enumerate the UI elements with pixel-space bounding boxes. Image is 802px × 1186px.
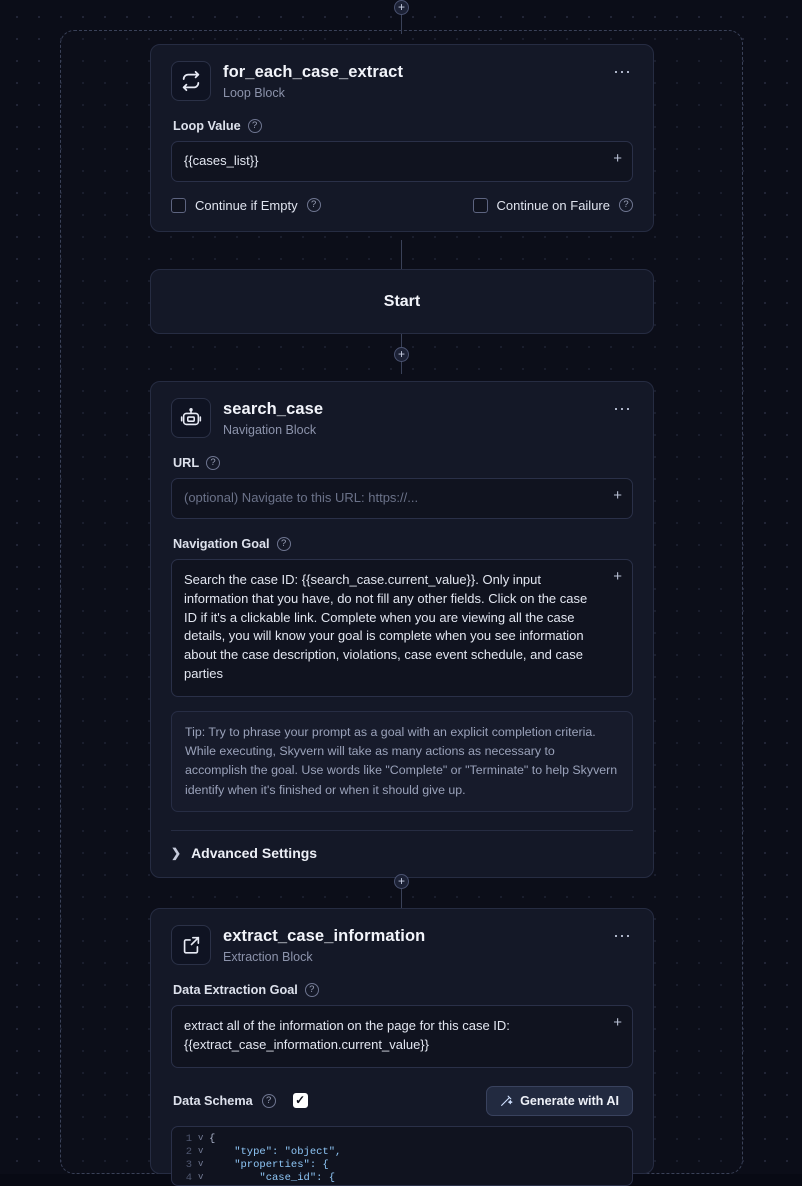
code-line xyxy=(172,1146,632,1159)
extraction-block-title: extract_case_information xyxy=(223,926,426,945)
help-icon[interactable]: ? xyxy=(206,456,220,470)
divider xyxy=(171,830,633,831)
loop-options-row xyxy=(171,198,633,213)
chevron-right-icon: ❯ xyxy=(171,845,182,860)
extraction-block-titles xyxy=(223,925,425,965)
loop-block-subtitle: Loop Block xyxy=(223,85,285,100)
continue-on-failure-option[interactable] xyxy=(473,198,633,213)
navigation-goal-text: Search the case ID: {{search_case.current_value}}. Only input information that you have, do not fill any other fields. Click on the case ID if it's a clickable link. Complete when you are viewing all the case details, you will know your goal is complete when you see information about the case description, violations, case event schedule, and case parties xyxy=(184,571,588,682)
continue-on-failure-checkbox[interactable] xyxy=(473,198,488,213)
line-number: 4 xyxy=(185,1171,192,1184)
loop-block-title: for_each_case_extract xyxy=(223,62,404,81)
line-number: 2 xyxy=(185,1145,192,1158)
code-text: "case_id": { xyxy=(209,1171,336,1184)
navigation-block-card[interactable] xyxy=(150,381,654,878)
url-placeholder-text: (optional) Navigate to this URL: https://... xyxy=(184,490,419,505)
code-line xyxy=(172,1159,632,1172)
generate-with-ai-button[interactable] xyxy=(486,1086,633,1116)
data-extraction-goal-label-row xyxy=(173,983,633,997)
code-line xyxy=(172,1133,632,1146)
navigation-block-title: search_case xyxy=(223,399,324,418)
continue-if-empty-label: Continue if Empty xyxy=(195,197,298,213)
loop-value-input[interactable] xyxy=(171,141,633,182)
code-text: "type": "object", xyxy=(209,1145,342,1158)
help-icon[interactable]: ? xyxy=(277,537,291,551)
advanced-settings-toggle[interactable] xyxy=(171,845,633,861)
navigation-block-titles xyxy=(223,398,323,438)
extraction-block-subtitle: Extraction Block xyxy=(223,949,313,964)
help-icon[interactable]: ? xyxy=(619,198,633,212)
url-label: URL xyxy=(173,456,200,470)
extraction-block-menu-icon[interactable]: ⋯ xyxy=(613,926,633,946)
fold-arrow-icon[interactable]: v xyxy=(198,1158,204,1169)
code-line xyxy=(172,1172,632,1185)
extraction-block-header xyxy=(171,925,633,965)
line-number: 3 xyxy=(185,1158,192,1171)
fold-arrow-icon[interactable]: v xyxy=(198,1171,204,1182)
loop-block-menu-icon[interactable]: ⋯ xyxy=(613,62,633,82)
add-block-button-middle[interactable]: + xyxy=(394,347,409,362)
navigation-block-subtitle: Navigation Block xyxy=(223,422,317,437)
loop-value-label: Loop Value xyxy=(173,119,241,133)
navigation-block-header xyxy=(171,398,633,438)
add-parameter-icon[interactable]: + xyxy=(613,1014,622,1031)
fold-arrow-icon[interactable]: v xyxy=(198,1145,204,1156)
advanced-settings-label: Advanced Settings xyxy=(191,844,318,861)
add-parameter-icon[interactable]: + xyxy=(613,487,622,504)
loop-block-titles xyxy=(223,61,403,101)
continue-if-empty-checkbox[interactable] xyxy=(171,198,186,213)
data-extraction-goal-label: Data Extraction Goal xyxy=(173,983,298,997)
navigation-block-menu-icon[interactable]: ⋯ xyxy=(613,399,633,419)
fold-arrow-icon[interactable]: v xyxy=(198,1132,204,1143)
data-schema-row xyxy=(173,1086,633,1116)
loop-value-label-row xyxy=(173,119,633,133)
help-icon[interactable]: ? xyxy=(262,1094,276,1108)
loop-block-header xyxy=(171,61,633,101)
extraction-block-card[interactable] xyxy=(150,908,654,1184)
extract-icon xyxy=(171,925,211,965)
add-parameter-icon[interactable]: + xyxy=(613,567,622,585)
navigation-goal-textarea[interactable] xyxy=(171,559,633,697)
data-schema-code-editor[interactable] xyxy=(171,1126,633,1186)
navigation-goal-label: Navigation Goal xyxy=(173,536,270,551)
continue-if-empty-option[interactable] xyxy=(171,198,321,213)
data-extraction-goal-textarea[interactable] xyxy=(171,1005,633,1068)
add-block-button-lower[interactable]: + xyxy=(394,874,409,889)
help-icon[interactable]: ? xyxy=(305,983,319,997)
start-node[interactable] xyxy=(150,269,654,334)
continue-on-failure-label: Continue on Failure xyxy=(496,197,610,213)
loop-value-text: {{cases_list}} xyxy=(184,153,259,168)
loop-block-card[interactable] xyxy=(150,44,654,232)
help-icon[interactable]: ? xyxy=(307,198,321,212)
help-icon[interactable]: ? xyxy=(248,119,262,133)
data-schema-label: Data Schema xyxy=(173,1093,253,1108)
start-label: Start xyxy=(383,292,421,310)
add-block-button-top[interactable]: + xyxy=(394,0,409,15)
magic-wand-icon xyxy=(500,1094,513,1107)
url-label-row xyxy=(173,456,633,470)
navigation-tip: Tip: Try to phrase your prompt as a goal with an explicit completion criteria. While executing, Skyvern will take as many actions as necessary to accomplish the goal. Use words like "Complete" or "Terminate" to help Skyvern identify when it's finished or when it should give up. xyxy=(171,711,633,812)
generate-with-ai-label: Generate with AI xyxy=(520,1093,619,1108)
url-input[interactable] xyxy=(171,478,633,519)
add-parameter-icon[interactable]: + xyxy=(613,150,622,167)
line-number: 1 xyxy=(185,1132,192,1145)
code-text: { xyxy=(209,1132,216,1145)
data-extraction-goal-text: extract all of the information on the page for this case ID: {{extract_case_information.current_value}} xyxy=(184,1018,510,1052)
loop-icon xyxy=(171,61,211,101)
connector-line-loop-start xyxy=(401,240,402,270)
robot-icon xyxy=(171,398,211,438)
code-text: "properties": { xyxy=(209,1158,329,1171)
data-schema-checkbox[interactable]: ✓ xyxy=(293,1093,308,1108)
navigation-goal-label-row xyxy=(173,537,633,551)
